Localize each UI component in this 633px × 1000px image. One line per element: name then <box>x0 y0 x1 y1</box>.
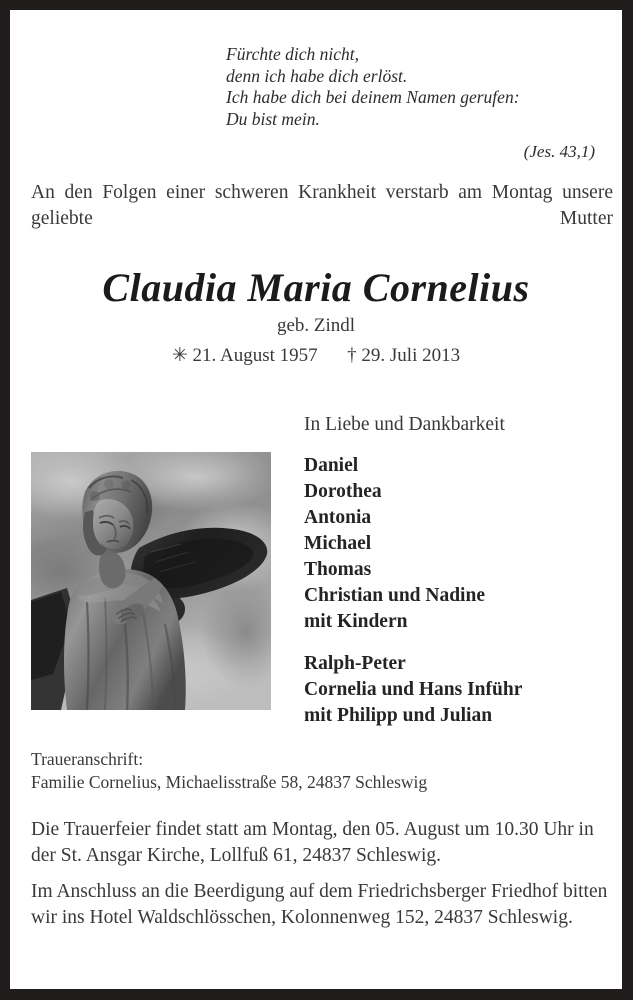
service-ceremony: Die Trauerfeier findet statt am Montag, den 05. August um 10.30 Uhr in der St. Ansgar Kirche, Lollfuß 61, 24837 Schleswig. <box>31 819 594 866</box>
family-group-1 <box>304 453 604 635</box>
intro-paragraph: An den Folgen einer schweren Krankheit verstarb am Montag unsere geliebte Mutter <box>31 182 613 229</box>
scripture-quote <box>226 44 606 162</box>
death-date: 29. Juli 2013 <box>361 345 461 366</box>
birth-symbol: ✳ <box>171 345 188 366</box>
deceased-name: Claudia Maria Cornelius <box>102 265 530 310</box>
scripture-line-1: Fürchte dich nicht, <box>226 44 359 64</box>
family-member: Thomas <box>304 559 372 580</box>
scripture-line-2: denn ich habe dich erlöst. <box>226 65 408 86</box>
deceased-dates <box>10 344 622 368</box>
scripture-reference: (Jes. 43,1) <box>523 142 595 161</box>
address-value: Familie Cornelius, Michaelisstraße 58, 24837 Schleswig <box>31 772 428 792</box>
deceased-block <box>10 265 622 368</box>
angel-statue-photo <box>31 452 271 710</box>
service-details <box>31 817 613 931</box>
family-dedication: In Liebe und Dankbarkeit <box>304 414 505 435</box>
address-label: Traueranschrift: <box>31 749 144 769</box>
mourning-address <box>31 748 613 794</box>
family-member: Daniel <box>304 455 359 476</box>
family-member: Ralph-Peter <box>304 653 406 674</box>
scripture-line-4: Du bist mein. <box>226 108 320 129</box>
deceased-maiden-name: geb. Zindl <box>276 315 356 336</box>
family-block <box>304 412 604 729</box>
family-member: mit Philipp und Julian <box>304 705 493 726</box>
family-member: Dorothea <box>304 481 382 502</box>
birth-date: 21. August 1957 <box>192 345 318 366</box>
scripture-line-3: Ich habe dich bei deinem Namen gerufen: <box>226 87 520 107</box>
family-member: Cornelia und Hans Inführ <box>304 679 523 700</box>
family-member: Christian und Nadine <box>304 585 485 606</box>
family-member: Michael <box>304 533 372 554</box>
family-member: mit Kindern <box>304 611 408 632</box>
death-symbol: † <box>347 345 357 366</box>
obituary-card <box>10 10 622 989</box>
family-group-2 <box>304 651 604 729</box>
angel-statue-graphic <box>31 452 271 710</box>
service-reception: Im Anschluss an die Beerdigung auf dem Friedrichsberger Friedhof bitten wir ins Hotel Waldschlösschen, Kolonnenweg 152, 24837 Schleswig. <box>31 881 608 928</box>
family-member: Antonia <box>304 507 372 528</box>
